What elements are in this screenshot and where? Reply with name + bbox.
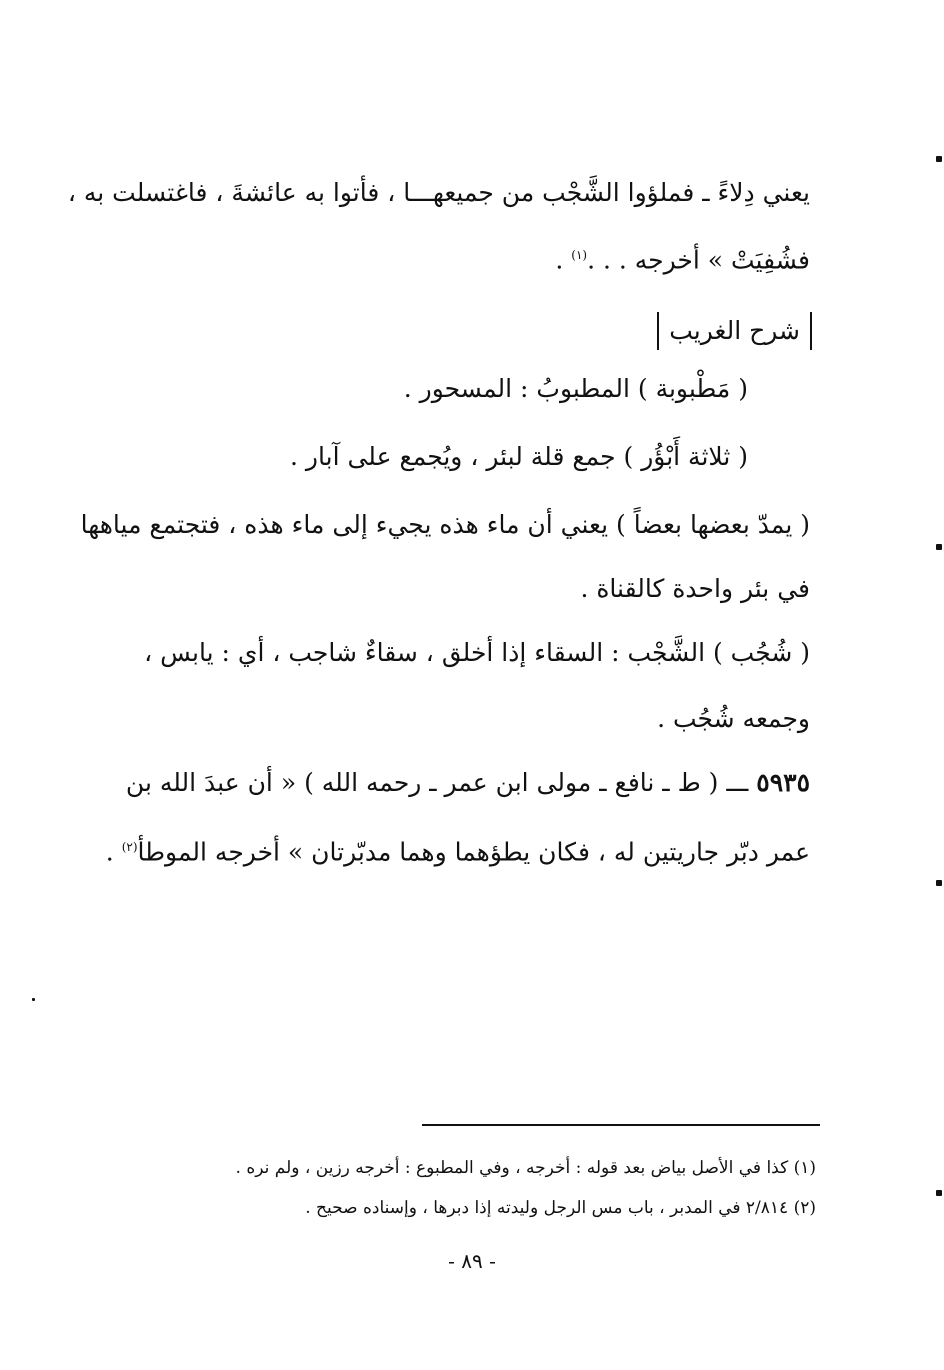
gloss-shujub-line-2: وجمعه شُجُب . bbox=[657, 704, 810, 733]
gloss-abur: ( ثلاثة أَبْؤُر ) جمع قلة لبئر ، ويُجمع على آبار . bbox=[290, 442, 748, 471]
text-line-1: يعني دِلاءً ـ فملؤوا الشَّجْب من جميعهـــا ، فأتوا به عائشةَ ، فاغتسلت به ، bbox=[67, 178, 810, 207]
margin-mark bbox=[936, 544, 942, 550]
page-number: - ٨٩ - bbox=[448, 1249, 496, 1273]
hadith-line-1 bbox=[126, 766, 810, 800]
section-heading: شرح الغريب bbox=[657, 312, 812, 350]
speck-mark bbox=[32, 998, 35, 1001]
text-line-2-body: فشُفِيَتْ » أخرجه . . . bbox=[587, 245, 810, 275]
gloss-yamudd-line-1: ( يمدّ بعضها بعضاً ) يعني أن ماء هذه يجيء إلى ماء هذه ، فتجتمع مياهها bbox=[80, 510, 810, 539]
hadith-number: ٥٩٣٥ bbox=[756, 768, 810, 797]
footnote-2: (٢) ٢/٨١٤ في المدبر ، باب مس الرجل وليدته إذا دبرها ، وإسناده صحيح . bbox=[305, 1198, 816, 1218]
footnote-ref-2: (٢) bbox=[121, 840, 138, 854]
text-line-2 bbox=[555, 238, 810, 277]
margin-mark bbox=[936, 1190, 942, 1196]
hadith-line-1-body: ـــ ( ط ـ نافع ـ مولى ابن عمر ـ رحمه الله ) « أن عبدَ الله بن bbox=[125, 768, 749, 797]
margin-mark bbox=[936, 880, 942, 886]
footnote-divider bbox=[422, 1124, 820, 1126]
footnote-1: (١) كذا في الأصل بياض بعد قوله : أخرجه ، وفي المطبوع : أخرجه رزين ، ولم نره . bbox=[235, 1158, 816, 1178]
text-line-2-end: . bbox=[555, 245, 564, 275]
hadith-line-2-end: . bbox=[105, 837, 114, 867]
footnote-ref-1: (١) bbox=[571, 248, 588, 262]
hadith-line-2-body: عمر دبّر جاريتين له ، فكان يطؤهما وهما مدبّرتان » أخرجه الموطأ bbox=[137, 837, 810, 867]
gloss-shujub-line-1: ( شُجُب ) الشَّجْب : السقاء إذا أخلق ، سقاءٌ شاجب ، أي : يابس ، bbox=[144, 638, 810, 667]
margin-mark bbox=[936, 156, 942, 162]
hadith-line-2 bbox=[106, 830, 810, 869]
gloss-yamudd-line-2: في بئر واحدة كالقناة . bbox=[580, 574, 810, 603]
gloss-matbuba: ( مَطْبوبة ) المطبوبُ : المسحور . bbox=[403, 374, 748, 403]
